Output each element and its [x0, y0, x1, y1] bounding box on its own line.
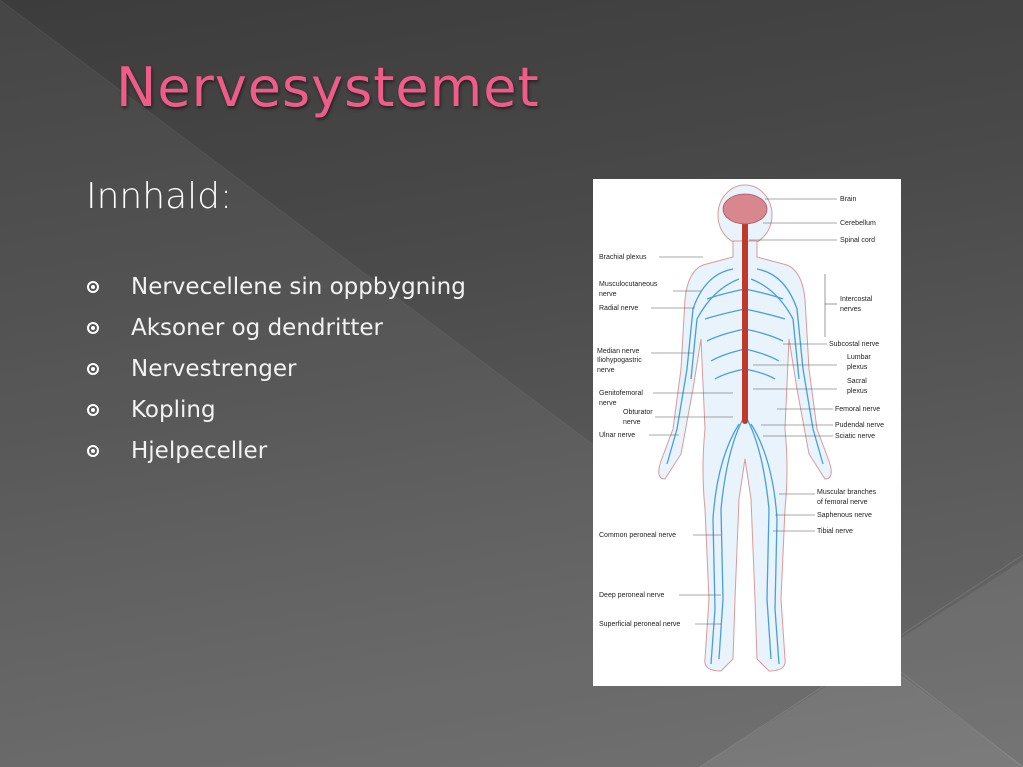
nervous-system-diagram: [593, 179, 901, 686]
label-ulnar-nerve: Ulnar nerve: [599, 432, 636, 439]
label-lumbar-2: plexus: [847, 364, 868, 371]
bullet-text: Kopling: [131, 397, 216, 423]
label-spinal-cord: Spinal cord: [840, 237, 876, 244]
bullet-text: Nervecellene sin oppbygning: [131, 274, 466, 300]
label-genitofemoral-2: nerve: [599, 400, 617, 407]
brain: [723, 194, 767, 224]
label-common-peroneal-nerve: Common peroneal nerve: [599, 532, 677, 539]
spinal-cord: [742, 219, 748, 424]
bullet-item: [86, 434, 486, 468]
label-radial-nerve: Radial nerve: [599, 305, 639, 312]
label-brain: Brain: [840, 196, 857, 203]
label-cerebellum: Cerebellum: [840, 220, 876, 227]
bullet-item: [86, 270, 486, 304]
label-pudendal-nerve: Pudendal nerve: [835, 422, 885, 429]
slide-subheading: Innhald:: [86, 176, 233, 217]
label-muscular-branches-2: of femoral nerve: [817, 499, 868, 506]
label-genitofemoral: Genitofemoral: [599, 390, 643, 397]
label-sacral: Sacral: [847, 378, 867, 385]
bullet-icon: [87, 281, 99, 293]
label-sciatic-nerve: Sciatic nerve: [835, 433, 876, 440]
bullet-item: [86, 311, 486, 345]
label-tibial-nerve: Tibial nerve: [817, 528, 853, 535]
label-iliohypogastric-2: nerve: [597, 367, 615, 374]
label-lumbar: Lumbar: [847, 354, 871, 361]
label-sacral-2: plexus: [847, 388, 868, 395]
label-obturator-2: nerve: [623, 419, 641, 426]
bullet-icon: [87, 445, 99, 457]
label-obturator: Obturator: [623, 409, 653, 416]
bullet-text: Nervestrenger: [131, 356, 297, 382]
label-muscular-branches: Muscular branches: [817, 489, 877, 496]
label-subcostal-nerve: Subcostal nerve: [829, 341, 880, 348]
label-iliohypogastric: Iliohypogastric: [597, 357, 642, 364]
label-musculocutaneous: Musculocutaneous: [599, 281, 658, 288]
bullet-icon: [87, 363, 99, 375]
slide-title: Nervesystemet: [116, 56, 540, 119]
bullet-item: [86, 393, 486, 427]
label-intercostal: Intercostal: [840, 296, 873, 303]
bullet-icon: [87, 322, 99, 334]
label-deep-peroneal-nerve: Deep peroneal nerve: [599, 592, 665, 599]
label-musculocutaneous-2: nerve: [599, 291, 617, 298]
bullet-list: [86, 270, 486, 475]
label-superficial-peroneal-nerve: Superficial peroneal nerve: [599, 621, 681, 628]
label-femoral-nerve: Femoral nerve: [835, 406, 881, 413]
bullet-icon: [87, 404, 99, 416]
bullet-text: Aksoner og dendritter: [131, 315, 384, 341]
label-median-nerve: Median nerve: [597, 348, 640, 355]
bullet-item: [86, 352, 486, 386]
label-saphenous-nerve: Saphenous nerve: [817, 512, 872, 519]
label-intercostal-2: nerves: [840, 306, 862, 313]
label-brachial-plexus: Brachial plexus: [599, 254, 647, 261]
bullet-text: Hjelpeceller: [131, 438, 268, 464]
